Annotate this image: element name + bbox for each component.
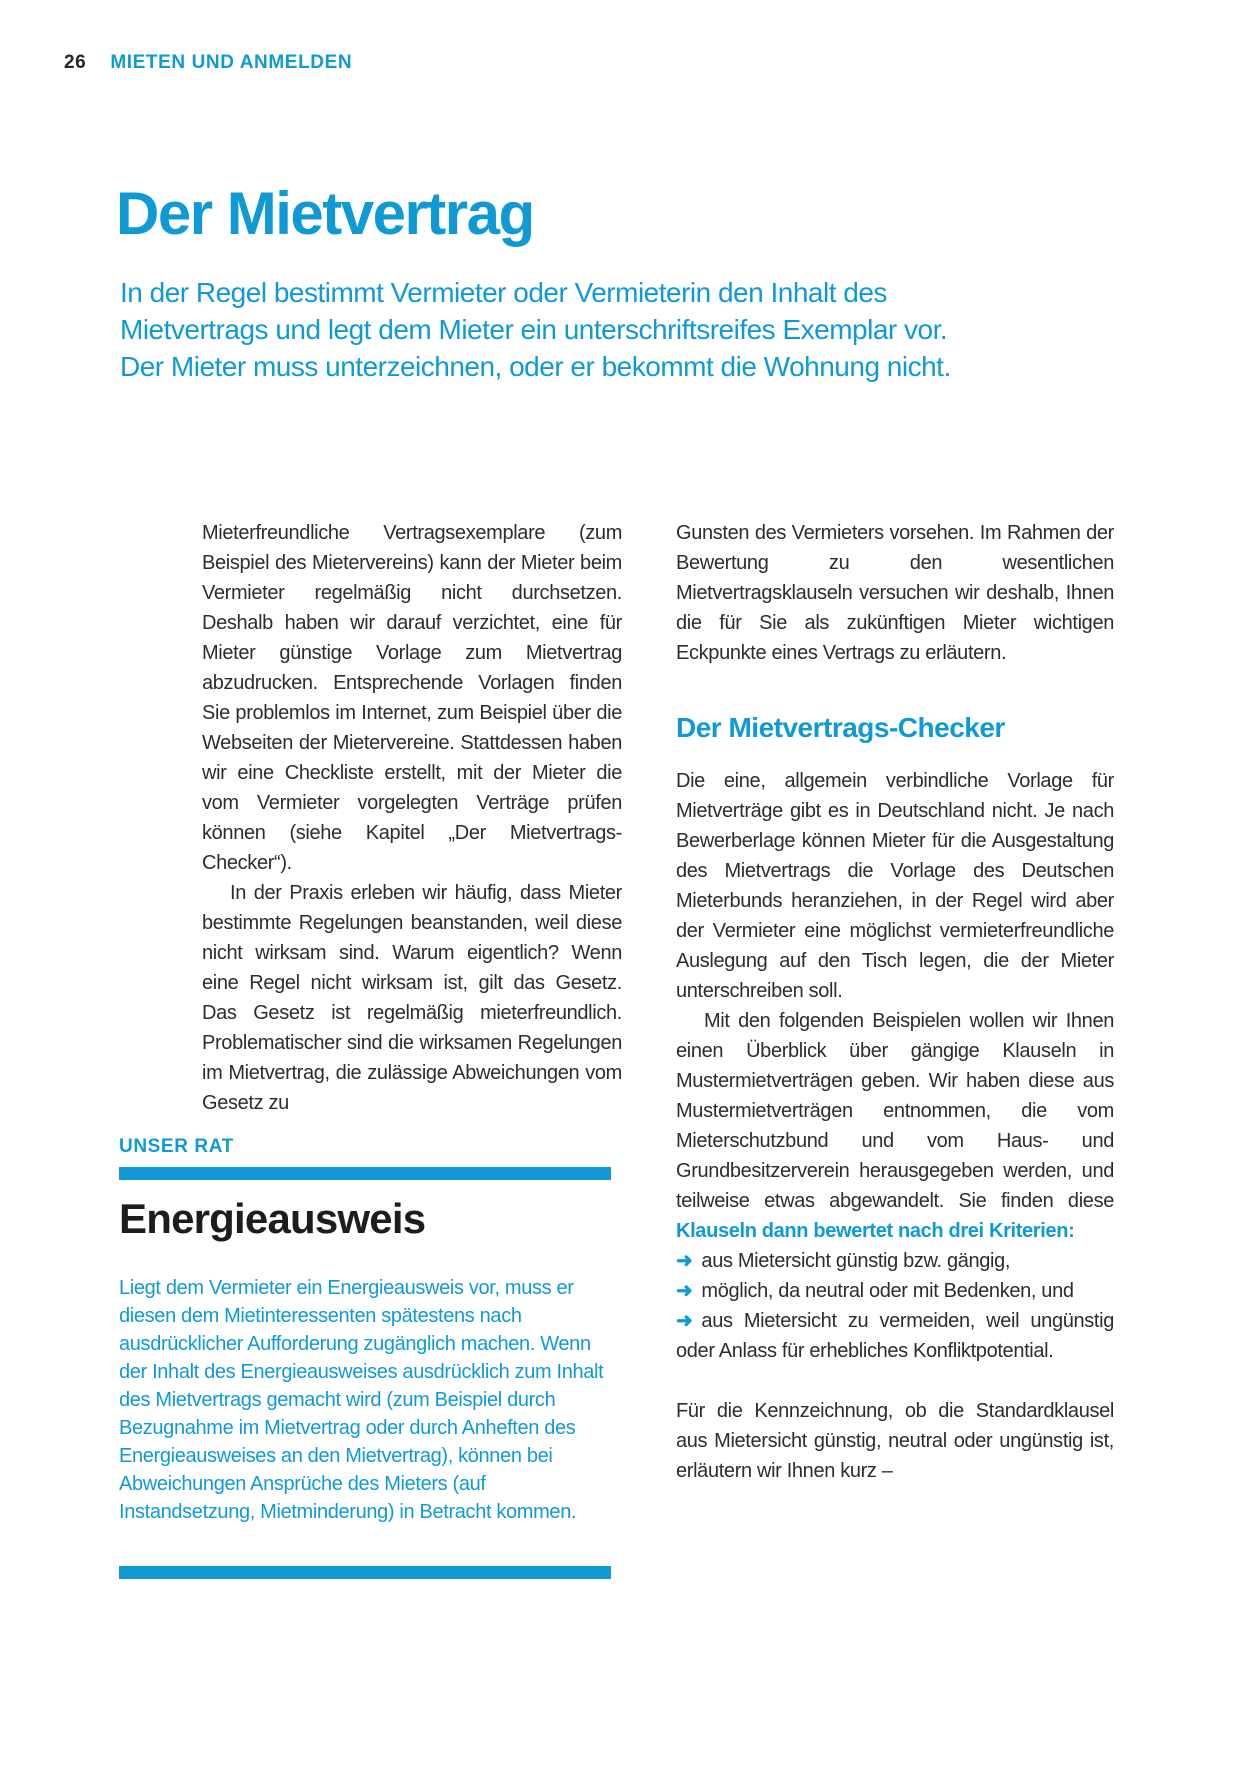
article-title: Der Mietvertrag <box>116 180 534 247</box>
bullet-item <box>676 1306 1114 1366</box>
bullet-item <box>676 1276 1114 1306</box>
bullet-text: aus Mietersicht günstig bzw. gängig, <box>701 1250 1011 1272</box>
advice-title: Energieausweis <box>119 1195 426 1242</box>
paragraph <box>676 1006 1114 1246</box>
advice-box <box>119 1136 622 1579</box>
left-column-body <box>202 518 622 1118</box>
paragraph: Die eine, allgemein verbindliche Vorlage für Mietverträge gibt es in Deutschland nicht. Je nach Bewerberlage können Mieter für die Ausgestaltung des Mietvertrags die Vorlage des Deutschen Mieterbunds heranziehen, in der Regel wird aber der Vermieter eine möglichst vermieterfreundliche Auslegung auf den Tisch legen, die der Mieter unterschreiben soll. <box>676 770 1114 1002</box>
arrow-bullet-icon: ➜ <box>676 1280 693 1302</box>
subsection-heading: Der Mietvertrags-Checker <box>676 712 1005 743</box>
advice-text: Liegt dem Vermieter ein Energieausweis vor, muss er diesen dem Mietinteressenten spätestens nach ausdrücklicher Aufforderung zugänglich machen. Wenn der Inhalt des Energieausweises ausdrücklich zum Inhalt des Mietvertrags gemacht wird (zum Beispiel durch Bezugnahme im Mietvertrag oder durch Anheften des Energieausweises an den Mietvertrag), können bei Abweichungen Ansprüche des Mieters (auf Instandsetzung, Mietminderung) in Betracht kommen. <box>119 1277 604 1523</box>
bullet-text: möglich, da neutral oder mit Bedenken, und <box>701 1280 1074 1302</box>
paragraph-text: Mit den folgenden Beispielen wollen wir Ihnen einen Überblick über gängige Klauseln in Mustermietverträgen geben. Wir haben diese aus Mustermietverträgen entnommen, die vom Mieterschutzbund und vom Haus- und Grundbesitzerverein herausgegeben werden, und teilweise etwas abgewandelt. Sie finden diese <box>676 1010 1114 1212</box>
arrow-bullet-icon: ➜ <box>676 1250 693 1272</box>
section-title: MIETEN UND ANMELDEN <box>110 52 353 73</box>
highlighted-text: Klauseln dann bewertet nach drei Kriterien: <box>676 1220 1075 1242</box>
bullet-item <box>676 1246 1114 1276</box>
advice-bottom-rule <box>119 1566 611 1579</box>
page-header <box>64 52 352 74</box>
paragraph: Für die Kennzeichnung, ob die Standardklausel aus Mietersicht günstig, neutral oder ungünstig ist, erläutern wir Ihnen kurz – <box>676 1400 1114 1482</box>
article-intro: In der Regel bestimmt Vermieter oder Vermieterin den Inhalt des Mietvertrags und legt dem Mieter ein unterschriftsreifes Exemplar vor. Der Mieter muss unterzeichnen, oder er bekommt die Wohnung nicht. <box>120 277 951 382</box>
advice-top-rule <box>119 1167 611 1180</box>
arrow-bullet-icon: ➜ <box>676 1310 693 1332</box>
right-column <box>676 518 1114 1486</box>
advice-kicker: UNSER RAT <box>119 1136 234 1157</box>
paragraph: Mieterfreundliche Vertragsexemplare (zum Beispiel des Mietervereins) kann der Mieter beim Vermieter regelmäßig nicht durchsetzen. Deshalb haben wir darauf verzichtet, eine für Mieter günstige Vorlage zum Mietvertrag abzudrucken. Entsprechende Vorlagen finden Sie problemlos im Internet, zum Beispiel über die Webseiten der Mietervereine. Stattdessen haben wir eine Checkliste erstellt, mit der Mieter die vom Vermieter vorgelegten Verträge prüfen können (siehe Kapitel „Der Mietvertrags-Checker“). <box>202 522 622 874</box>
paragraph: In der Praxis erleben wir häufig, dass Mieter bestimmte Regelungen beanstanden, weil diese nicht wirksam sind. Warum eigentlich? Wenn eine Regel nicht wirksam ist, gilt das Gesetz. Das Gesetz ist regelmäßig mieterfreundlich. Problematischer sind die wirksamen Regelungen im Mietvertrag, die zulässige Abweichungen vom Gesetz zu <box>202 882 622 1114</box>
paragraph: Gunsten des Vermieters vorsehen. Im Rahmen der Bewertung zu den wesentlichen Mietvertragsklauseln versuchen wir deshalb, Ihnen die für Sie als zukünftigen Mieter wichtigen Eckpunkte eines Vertrags zu erläutern. <box>676 522 1114 664</box>
page-number: 26 <box>64 52 87 73</box>
bullet-text: aus Mietersicht zu vermeiden, weil ungünstig oder Anlass für erhebliches Konfliktpotential. <box>676 1310 1114 1362</box>
left-column <box>119 518 622 1579</box>
